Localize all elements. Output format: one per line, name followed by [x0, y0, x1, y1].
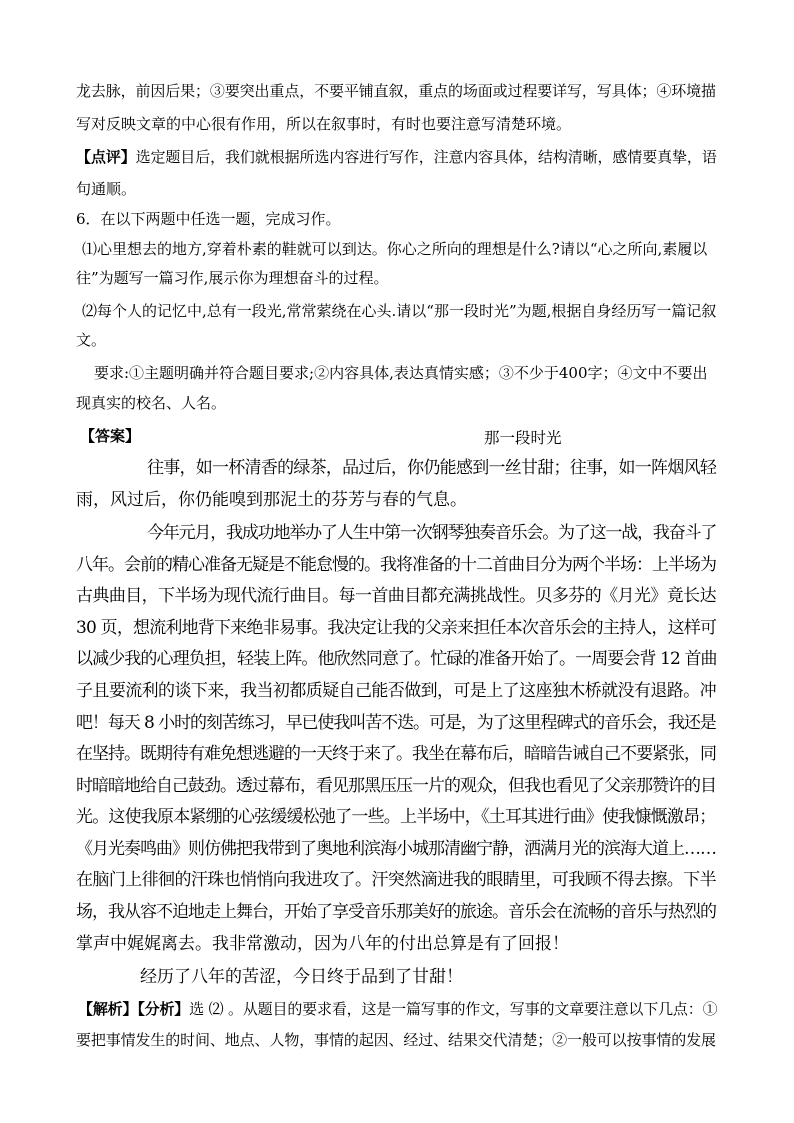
essay-p2-line: 在脑门上徘徊的汗珠也悄悄向我进攻了。汗突然滴进我的眼睛里，可我顾不得去擦。下半	[76, 870, 716, 890]
analysis-text: 选 ⑵ 。从题目的要求看，这是一篇写事的作文，写事的文章要注意以下几点：①	[189, 1000, 718, 1018]
option-1-line-1: ⑴心里想去的地方,穿着朴素的鞋就可以到达。你心之所向的理想是什么?请以“心之所向,素履以	[82, 240, 708, 258]
essay-p3: 经历了八年的苦涩，今日终于品到了甘甜！	[140, 967, 463, 987]
essay-p2-line: 掌声中娓娓离去。我非常激动，因为八年的付出总算是有了回报！	[76, 934, 569, 954]
essay-p2-line: 时暗暗地给自己鼓劲。透过幕布，看见那黑压压一片的观众，但我也看见了父亲那赞许的目	[76, 776, 716, 796]
option-2-line-2: 文。	[76, 331, 107, 349]
comment-tag: 【点评】	[76, 148, 136, 166]
essay-p2-line: 光。这使我原本紧绷的心弦缓缓松弛了一些。上半场中，《土耳其进行曲》使我慷慨激昂；	[76, 807, 716, 827]
method-line-1: 龙去脉，前因后果；③要突出重点，不要平铺直叙，重点的场面或过程要详写，写具体；④环境描	[76, 82, 716, 100]
analysis-tag: 【解析】【分析】	[78, 1000, 190, 1018]
requirements-line-1: 要求:①主题明确并符合题目要求;②内容具体,表达真情实感；③不少于400字；④文中不要出	[94, 364, 708, 382]
essay-p2-line: 古典曲目，下半场为现代流行曲目。每一首曲目都充满挑战性。贝多芬的《月光》竟长达	[76, 586, 716, 606]
option-1-line-2: 往”为题写一篇习作,展示你为理想奋斗的过程。	[76, 269, 389, 287]
essay-p2-line: 《月光奏鸣曲》则仿佛把我带到了奥地利滨海小城那清幽宁静，洒满月光的滨海大道上……	[76, 839, 716, 859]
essay-p2-line: 今年元月，我成功地举办了人生中第一次钢琴独奏音乐会。为了这一战，我奋斗了	[147, 523, 717, 543]
essay-p2-line: 场，我从容不迫地走上舞台，开始了享受音乐那美好的旅途。音乐会在流畅的音乐与热烈的	[76, 902, 716, 922]
option-2-line-1: ⑵每个人的记忆中,总有一段光,常常萦绕在心头.请以“那一段时光”为题,根据自身经历写一篇记叙	[82, 302, 717, 320]
essay-title: 那一段时光	[484, 429, 562, 447]
analysis-line-2: 要把事情发生的时间、地点、人物，事情的起因、经过、结果交代清楚；②一般可以按事情的发展	[76, 1031, 716, 1049]
analysis-line-1	[78, 1000, 717, 1018]
essay-p2-line: 在坚持。既期待有难免想逃避的一天终于来了。我坐在幕布后，暗暗告诫自己不要紧张，同	[76, 744, 716, 764]
essay-p2-line: 八年。会前的精心准备无疑是不能怠慢的。我将准备的十二首曲目分为两个半场：上半场为	[76, 555, 716, 575]
answer-tag: 【答案】	[80, 427, 141, 445]
comment-line-1	[76, 148, 717, 166]
comment-text: 选定题目后，我们就根据所选内容进行写作，注意内容具体，结构清晰，感情要真挚，语	[135, 148, 717, 166]
essay-p1-line-2: 雨，风过后，你仍能嗅到那泥土的芬芳与春的气息。	[76, 490, 467, 510]
question-heading: 6．在以下两题中任选一题，完成习作。	[76, 210, 341, 228]
essay-p2-line: 子且要流利的谈下来，我当初都质疑自己能否做到，可是上了这座独木桥就没有退路。冲	[76, 681, 716, 701]
essay-p2-line: 30 页，想流利地背下来绝非易事。我决定让我的父亲来担任本次音乐会的主持人，这样可	[76, 618, 717, 638]
essay-p2-line: 吧！每天 8 小时的刻苦练习，早已使我叫苦不迭。可是，为了这里程碑式的音乐会，我还是	[76, 713, 716, 733]
essay-p2-line: 以减少我的心理负担，轻装上阵。他欣然同意了。忙碌的准备开始了。一周要会背 12 首曲	[76, 649, 717, 669]
method-line-2: 写对反映文章的中心很有作用，所以在叙事时，有时也要注意写清楚环境。	[76, 115, 572, 133]
essay-p1-line-1: 往事，如一杯清香的绿茶，品过后，你仍能感到一丝甘甜；往事，如一阵烟风轻	[147, 458, 717, 478]
requirements-line-2: 现真实的校名、人名。	[76, 394, 227, 412]
comment-line-2: 句通顺。	[76, 180, 137, 198]
